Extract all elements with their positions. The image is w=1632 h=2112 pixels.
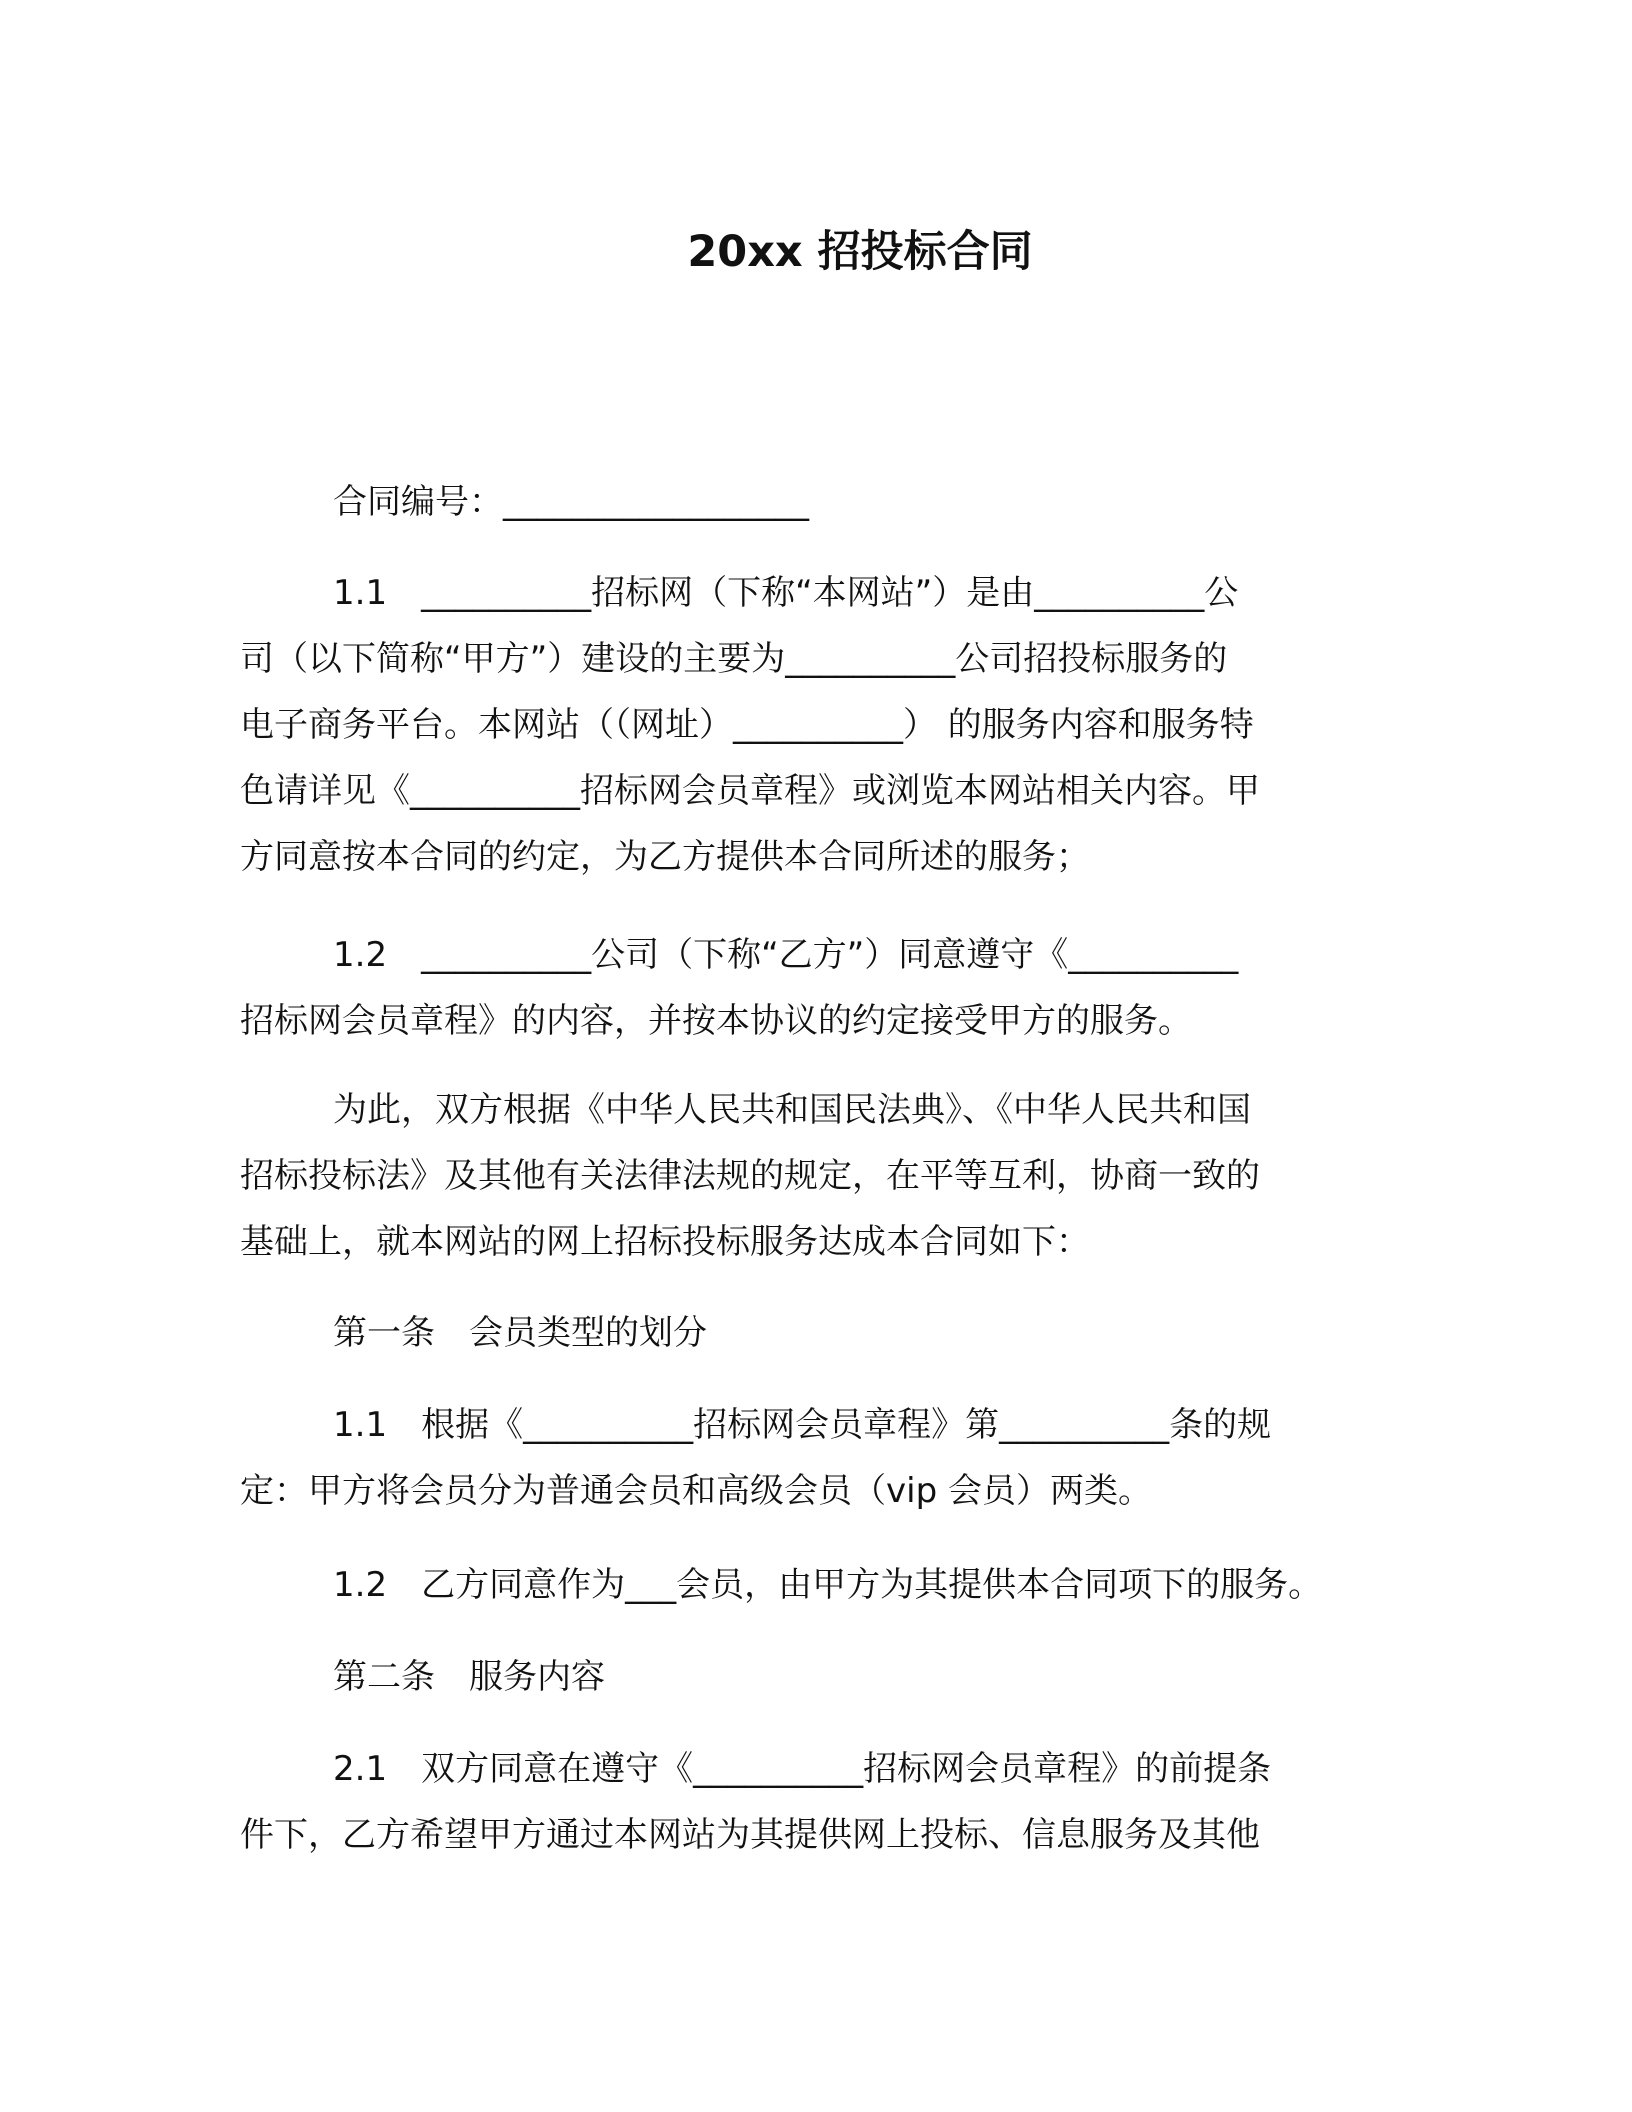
article-heading: 第二条 服务内容 bbox=[333, 1657, 605, 1697]
paragraph-line: 1.1 根据《__________招标网会员章程》第__________条的规 bbox=[333, 1405, 1272, 1445]
paragraph-line: 方同意按本合同的约定，为乙方提供本合同所述的服务； bbox=[240, 837, 1090, 877]
paragraph-line: 1.2 乙方同意作为___会员，由甲方为其提供本合同项下的服务。 bbox=[333, 1565, 1323, 1605]
contract-number-line: 合同编号：__________________ bbox=[333, 482, 809, 522]
document-title: 20xx 招投标合同 bbox=[687, 227, 1033, 277]
paragraph-line: 招标投标法》及其他有关法律法规的规定，在平等互利，协商一致的 bbox=[240, 1156, 1260, 1196]
article-heading: 第一条 会员类型的划分 bbox=[333, 1313, 707, 1353]
paragraph-line: 件下，乙方希望甲方通过本网站为其提供网上投标、信息服务及其他 bbox=[240, 1815, 1260, 1855]
paragraph-line: 色请详见《__________招标网会员章程》或浏览本网站相关内容。甲 bbox=[240, 771, 1260, 811]
paragraph-line: 定：甲方将会员分为普通会员和高级会员（vip 会员）两类。 bbox=[240, 1471, 1152, 1511]
paragraph-line: 基础上，就本网站的网上招标投标服务达成本合同如下： bbox=[240, 1222, 1090, 1262]
paragraph-line: 为此，双方根据《中华人民共和国民法典》、《中华人民共和国 bbox=[333, 1090, 1251, 1130]
paragraph-line: 1.2 __________公司（下称“乙方”）同意遵守《__________ bbox=[333, 935, 1239, 975]
paragraph-line: 1.1 __________招标网（下称“本网站”）是由__________公 bbox=[333, 573, 1239, 613]
paragraph-line: 电子商务平台。本网站（（网址）__________） 的服务内容和服务特 bbox=[240, 705, 1254, 745]
paragraph-line: 招标网会员章程》的内容，并按本协议的约定接受甲方的服务。 bbox=[240, 1001, 1192, 1041]
paragraph-line: 2.1 双方同意在遵守《__________招标网会员章程》的前提条 bbox=[333, 1749, 1272, 1789]
paragraph-line: 司（以下简称“甲方”）建设的主要为__________公司招投标服务的 bbox=[240, 639, 1228, 679]
